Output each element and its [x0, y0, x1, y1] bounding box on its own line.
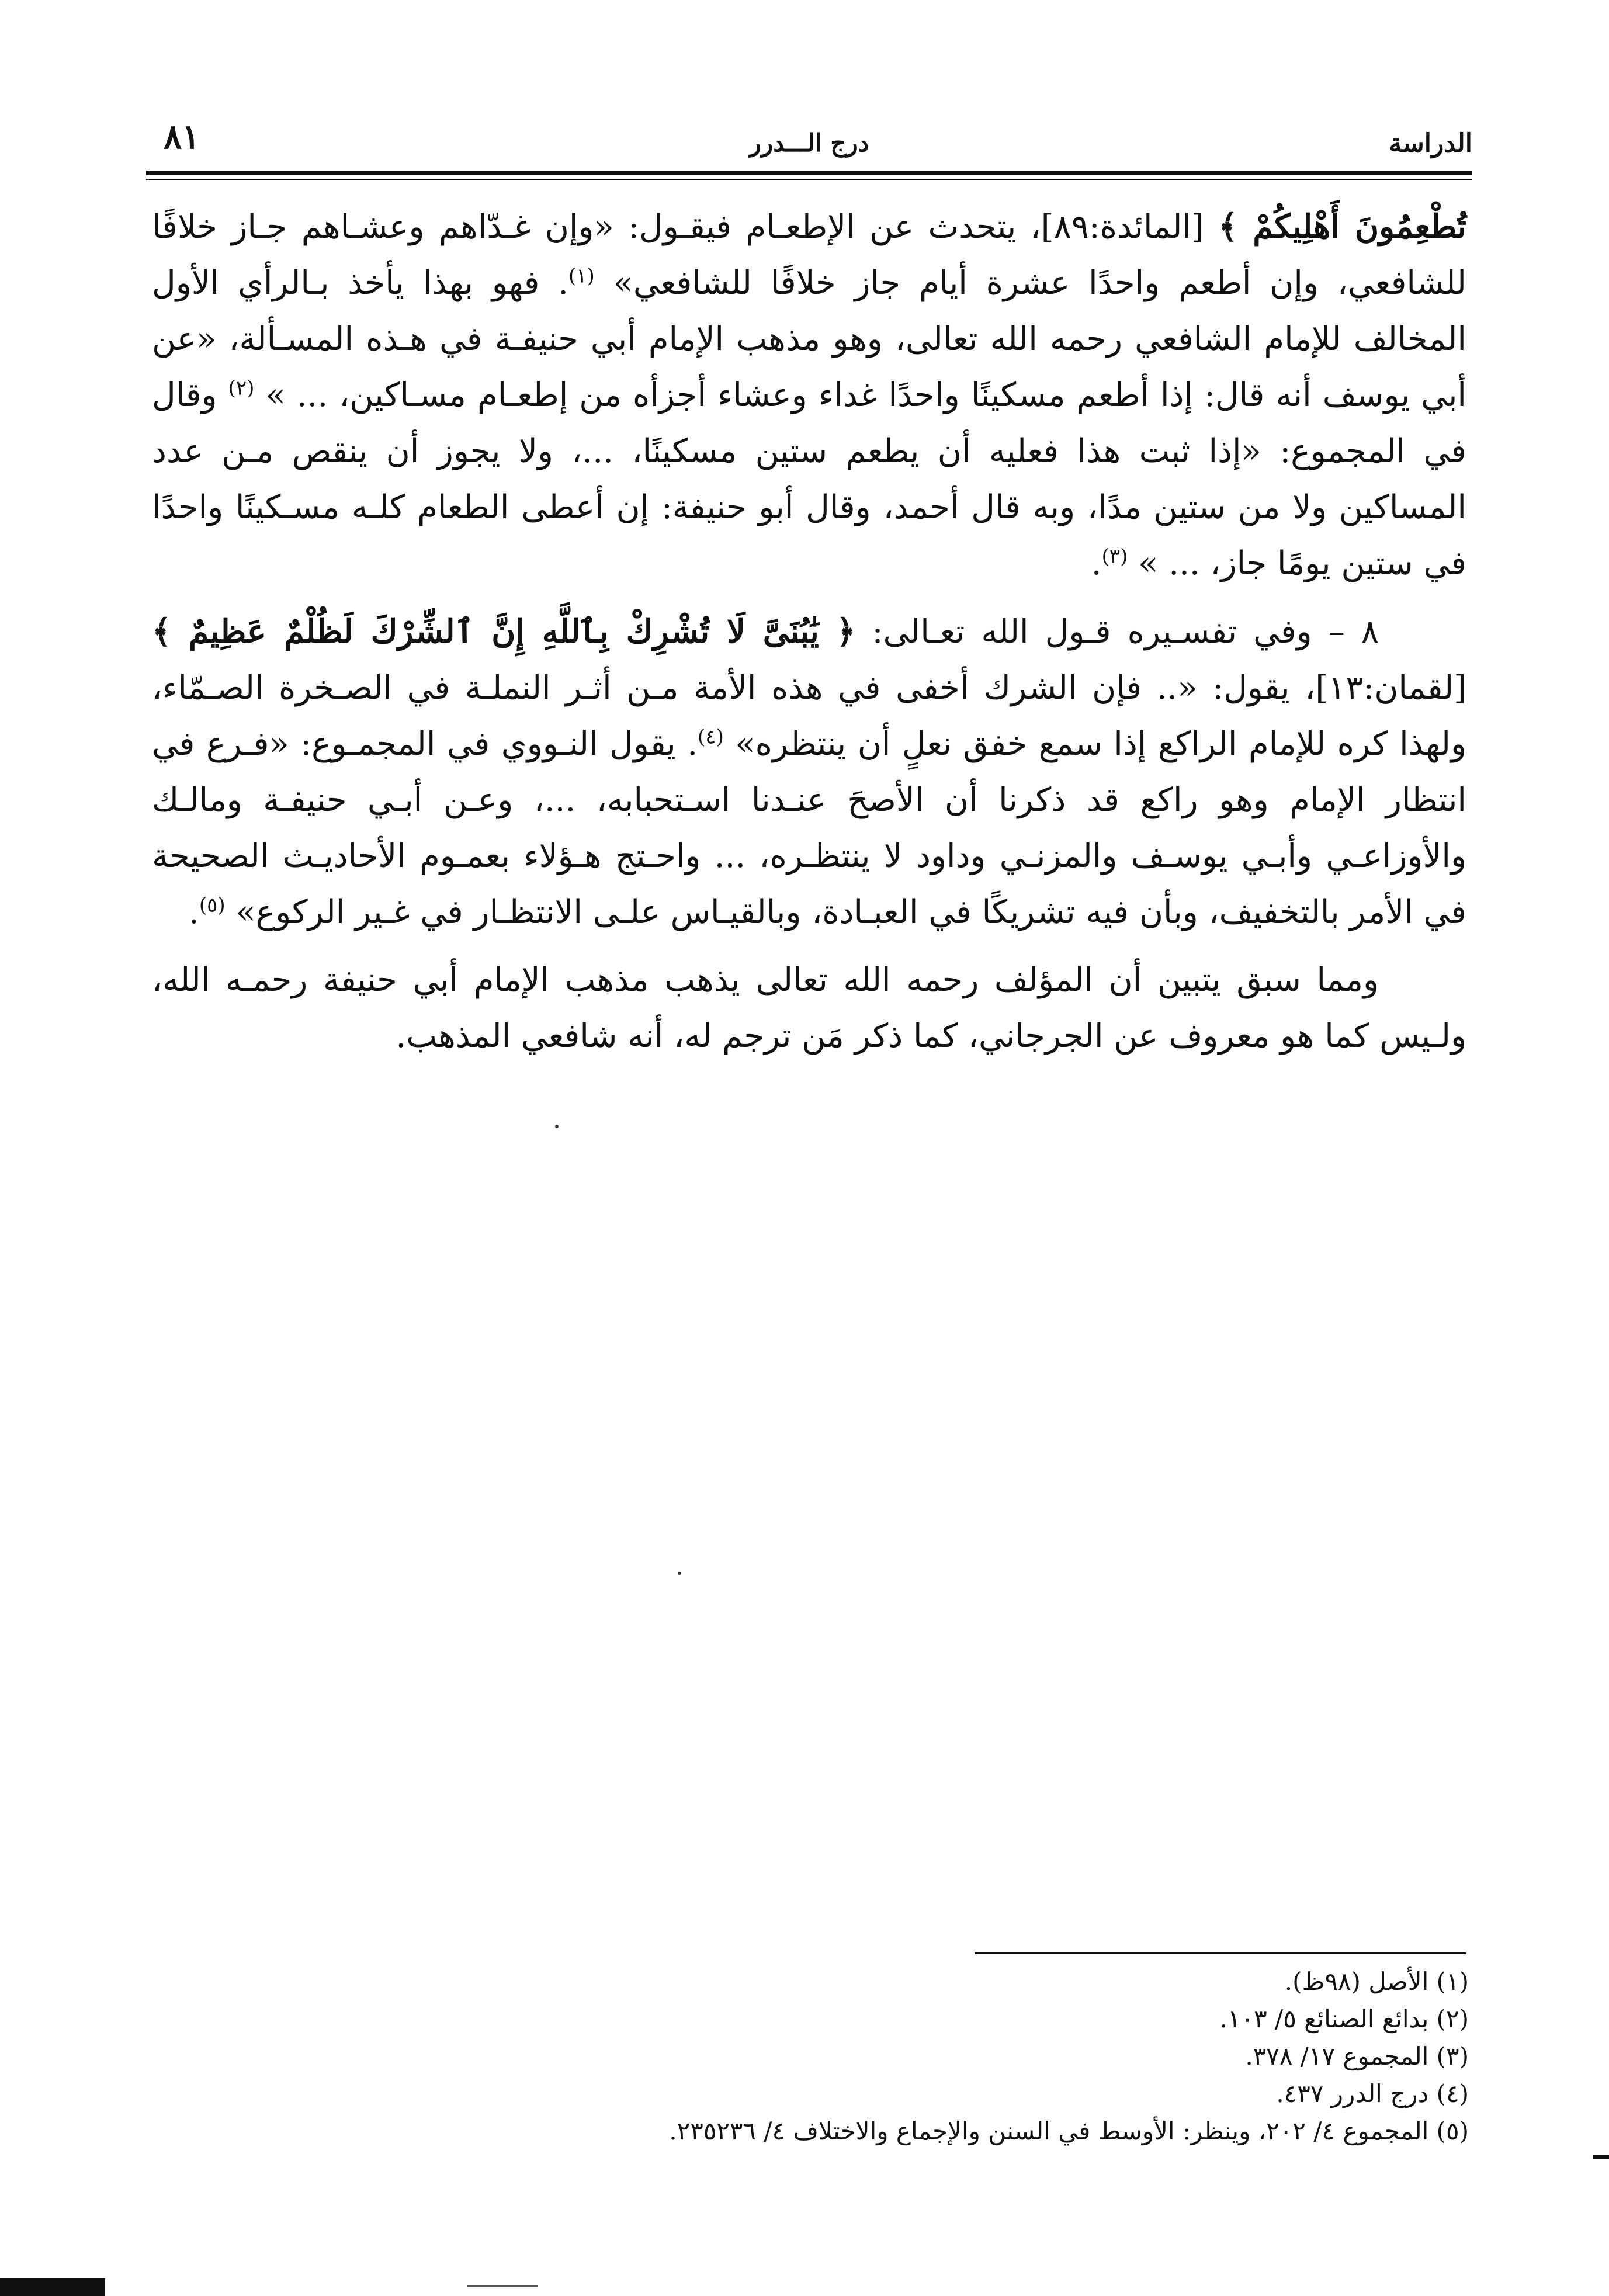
footnote-separator	[975, 1952, 1466, 1954]
paragraph-2-text: ٨ – وفي تفسـيره قـول الله تعـالى:	[855, 613, 1379, 651]
footnote-2: (٢) بدائع الصنائع ٥/ ١٠٣.	[1219, 2004, 1469, 2033]
scan-edge-bar	[0, 2278, 105, 2296]
footnote-ref-4[interactable]: (٤)	[698, 725, 724, 749]
paragraph-2-text-3: . يقول النـووي في المجمـوع: «فـرع في انتظار الإمام وهو راكع قد ذكرنا أن الأصحَ عنـدنا اسـتحبابه، ...، وعـن أبـي حنيفـة ومالـك والأوزاعـي وأبـي يوسـف والمزنـي وداود لا ينتظـره، ... واحـتج هـؤلاء بعمـوم الأحاديـث الصحيحة في الأمر بالتخفيف، وبأن فيه تشريكًا في العبـادة، وبالقيـاس علـى الانتظـار في غـير الركوع»	[152, 725, 1466, 931]
header-book-title: درج الـــدرر	[749, 129, 869, 157]
paragraph-1-text-2: . فهو بهذا يأخذ بـالرأي الأول المخالف للإمام الشافعي رحمه الله تعالى، وهو مذهب الإمام أبي حنيفـة في هـذه المسـألة، «عن أبي يوسف أنه قال: إذا أطعم مسكينًا واحدًا غداء وعشاء أجزأه من إطعـام مسـاكين، ... »	[152, 264, 1466, 414]
footnote-ref-2[interactable]: (٢)	[228, 376, 255, 400]
paragraph-1-text-3: وقال في المجموع: «إذا ثبت هذا فعليه أن يطعم ستين مسكينًا، ...، ولا يجوز أن ينقص مـن عدد المساكين ولا من ستين مدًا، وبه قال أحمد، وقال أبو حنيفة: إن أعطى الطعام كلـه مسـكينًا واحدًا في ستين يومًا جاز، ... »	[152, 376, 1466, 582]
quran-verse-fragment: تُطْعِمُونَ أَهْلِيكُمْ ﴾	[1218, 207, 1466, 246]
scan-edge-line	[467, 2285, 538, 2287]
header-rule-thin	[146, 179, 1472, 180]
footnote-ref-5[interactable]: (٥)	[199, 893, 226, 917]
paragraph-2-end: .	[189, 893, 199, 931]
body-text	[152, 199, 1466, 1076]
page-number: ٨١	[164, 117, 200, 157]
header-section-title: الدراسة	[1389, 129, 1472, 158]
quran-verse: ﴿ يَٰبُنَىَّ لَا تُشْرِكْ بِٱللَّهِ إِنَّ ٱلشِّرْكَ لَظُلْمٌ عَظِيمٌ ﴾	[152, 612, 856, 651]
scan-edge-mark	[1593, 2155, 1609, 2159]
paragraph-2-text-2: [لقمان:١٣]، يقول: «.. فإن الشرك أخفى في هذه الأمة مـن أثـر النملـة في الصـخرة الصـمّاء، ولهذا كره للإمام الراكع إذا سمع خفق نعلٍ أن ينتظره»	[152, 669, 1466, 763]
footnote-3: (٣) المجموع ١٧/ ٣٧٨.	[1245, 2042, 1469, 2070]
header-rule-thick	[146, 171, 1472, 175]
footnote-4: (٤) درج الدرر ٤٣٧.	[1276, 2079, 1469, 2108]
footnote-1: (١) الأصل (٩٨ظ).	[1284, 1967, 1469, 1996]
footnote-5: (٥) المجموع ٤/ ٢٠٢، وينظر: الأوسط في السنن والإجماع والاختلاف ٤/ ٢٣٥٢٣٦.	[669, 2117, 1469, 2145]
paragraph-1-text: [المائدة:٨٩]، يتحدث عن الإطعـام فيقـول: «وإن غـدّاهم وعشـاهم جـاز خلافًا للشافعي، وإن أطعم واحدًا عشرة أيام جاز خلافًا للشافعي»	[152, 208, 1466, 302]
paragraph-1-end: .	[1091, 544, 1102, 582]
paragraph-3: ومما سبق يتبين أن المؤلف رحمه الله تعالى يذهب مذهب الإمام أبي حنيفة رحمـه الله، ولـيس كما هو معروف عن الجرجاني، كما ذكر مَن ترجم له، أنه شافعي المذهب.	[152, 961, 1466, 1055]
footnotes	[183, 1963, 1469, 2150]
paragraph-2	[152, 604, 1466, 941]
scan-speck	[678, 1572, 681, 1575]
paragraph-1	[152, 199, 1466, 592]
footnote-ref-3[interactable]: (٣)	[1101, 544, 1128, 568]
scan-speck	[555, 1125, 559, 1128]
footnote-ref-1[interactable]: (١)	[568, 264, 595, 288]
running-header	[146, 117, 1472, 169]
